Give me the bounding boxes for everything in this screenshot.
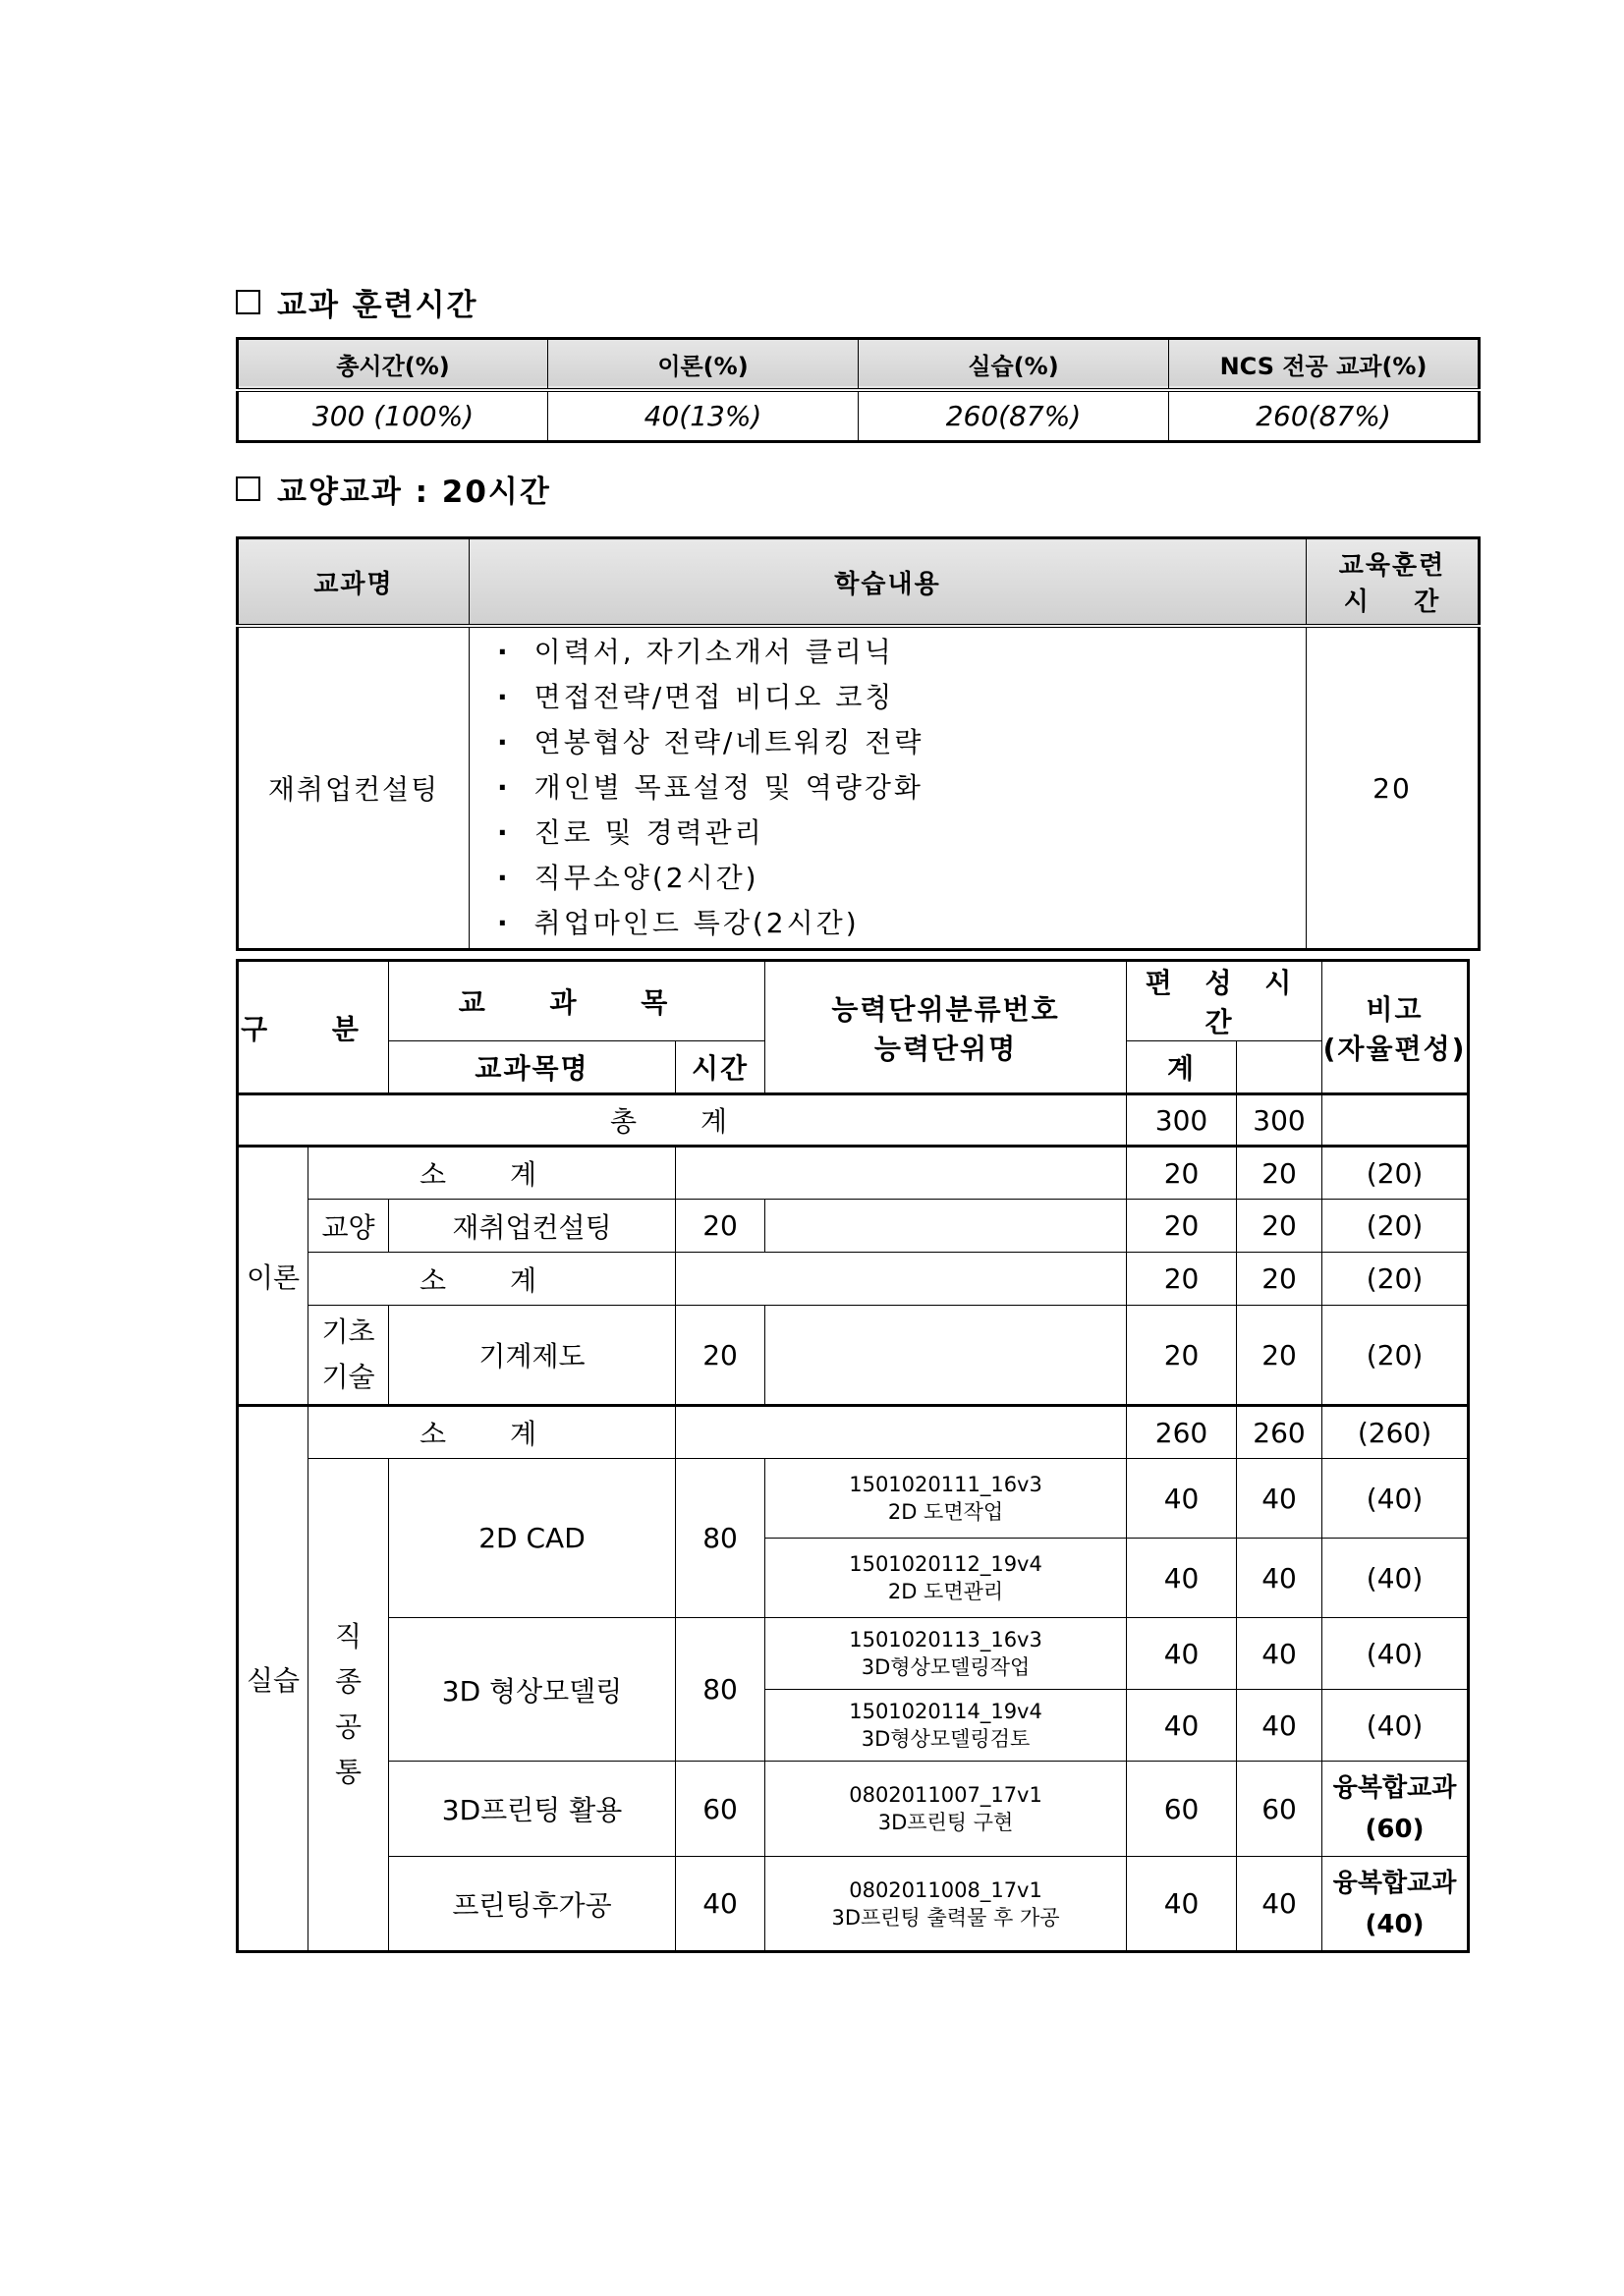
subject-hours: 20 — [676, 1306, 765, 1406]
header-hours-line2: 시 간 — [1343, 588, 1441, 617]
header-hours — [1307, 538, 1480, 627]
header-total: 총시간(%) — [238, 339, 548, 390]
value-ncs: 260(87%) — [1169, 390, 1480, 442]
row-value: 40 — [1237, 1539, 1322, 1618]
subject-hours: 20 — [676, 1200, 765, 1253]
table-row — [238, 390, 1480, 442]
unit-name: 2D 도면작업 — [887, 1500, 1004, 1524]
note-line1: 융복합교과 — [1332, 1868, 1457, 1898]
header-note-line2: (자율편성) — [1322, 1032, 1467, 1065]
grand-total-note — [1322, 1094, 1469, 1147]
section-title: 교양교과 : 20시간 — [277, 475, 551, 510]
unit-code: 0802011007_17v1 — [849, 1783, 1042, 1807]
unit-code: 0802011008_17v1 — [849, 1877, 1042, 1902]
list-item: · 연봉협상 전략/네트워킹 전략 — [497, 720, 1306, 765]
table-row — [238, 1618, 1469, 1690]
category-char: 직 — [334, 1620, 363, 1652]
header-division: 구 분 — [238, 961, 389, 1094]
unit-name: 3D프린팅 출력물 후 가공 — [831, 1905, 1060, 1930]
subject-name: 2D CAD — [389, 1459, 676, 1618]
subject-hours: 40 — [676, 1857, 765, 1952]
subtotal-note: (20) — [1322, 1147, 1469, 1200]
section-title: 교과 훈련시간 — [277, 288, 478, 323]
subject-name: 재취업컨설팅 — [389, 1200, 676, 1253]
header-note — [1322, 961, 1469, 1094]
subtotal-note: (260) — [1322, 1406, 1469, 1459]
category-char: 통 — [334, 1756, 363, 1788]
row-note — [1322, 1762, 1469, 1857]
table-row — [238, 1762, 1469, 1857]
row-total: 40 — [1127, 1690, 1237, 1762]
header-total: 계 — [1127, 1041, 1237, 1094]
row-note: (20) — [1322, 1306, 1469, 1406]
subject-hours: 80 — [676, 1459, 765, 1618]
unit-cell — [765, 1200, 1127, 1253]
subtotal-value: 20 — [1237, 1253, 1322, 1306]
subtotal-total: 20 — [1127, 1147, 1237, 1200]
header-unit-line1: 능력단위분류번호 — [831, 992, 1060, 1026]
section-heading-liberal-arts — [236, 467, 551, 511]
header-blank — [1237, 1041, 1322, 1094]
note-line2: (40) — [1365, 1909, 1425, 1939]
category-char: 종 — [334, 1665, 363, 1698]
list-item: · 이력서, 자기소개서 클리닉 — [497, 630, 1306, 675]
checkbox-icon — [236, 290, 260, 314]
grand-total-label: 총 계 — [238, 1094, 1127, 1147]
table-row — [238, 1253, 1469, 1306]
category-char: 공 — [334, 1710, 363, 1743]
unit-name: 2D 도면관리 — [887, 1580, 1004, 1603]
unit-code: 1501020112_19v4 — [849, 1552, 1042, 1576]
value-theory: 40(13%) — [548, 390, 859, 442]
list-item: · 개인별 목표설정 및 역량강화 — [497, 765, 1306, 811]
theory-label: 이론 — [238, 1147, 308, 1406]
table-row — [238, 1459, 1469, 1539]
content-list-cell — [470, 626, 1307, 950]
grand-total-row — [238, 1094, 1469, 1147]
row-total: 20 — [1127, 1306, 1237, 1406]
value-total: 300 (100%) — [238, 390, 548, 442]
unit-cell — [765, 1857, 1127, 1952]
table-row — [238, 626, 1480, 950]
subtotal-label: 소 계 — [308, 1147, 676, 1200]
header-schedule: 편 성 시 간 — [1127, 961, 1322, 1041]
subtotal-value: 20 — [1237, 1147, 1322, 1200]
blank-cell — [676, 1147, 1127, 1200]
training-hours-table — [236, 337, 1481, 443]
row-note: (40) — [1322, 1618, 1469, 1690]
subtotal-value: 260 — [1237, 1406, 1322, 1459]
header-practice: 실습(%) — [859, 339, 1169, 390]
header-unit — [765, 961, 1127, 1094]
row-total: 40 — [1127, 1539, 1237, 1618]
category-line2: 기술 — [321, 1361, 375, 1393]
row-total: 40 — [1127, 1857, 1237, 1952]
list-item: · 취업마인드 특강(2시간) — [497, 901, 1306, 946]
header-subject-name: 교과목명 — [389, 1041, 676, 1094]
header-course: 교과명 — [238, 538, 470, 627]
curriculum-table — [236, 959, 1470, 1953]
subject-name: 기계제도 — [389, 1306, 676, 1406]
subtotal-total: 260 — [1127, 1406, 1237, 1459]
unit-cell — [765, 1306, 1127, 1406]
row-note: (20) — [1322, 1200, 1469, 1253]
table-row — [238, 1147, 1469, 1200]
header-content: 학습내용 — [470, 538, 1307, 627]
unit-cell — [765, 1690, 1127, 1762]
blank-cell — [676, 1406, 1127, 1459]
list-item: · 진로 및 경력관리 — [497, 811, 1306, 856]
liberal-arts-table — [236, 536, 1481, 951]
row-value: 20 — [1237, 1200, 1322, 1253]
header-theory: 이론(%) — [548, 339, 859, 390]
course-hours: 20 — [1307, 626, 1480, 950]
unit-cell — [765, 1539, 1127, 1618]
checkbox-icon — [236, 476, 260, 501]
subject-name: 3D 형상모델링 — [389, 1618, 676, 1762]
row-value: 40 — [1237, 1690, 1322, 1762]
section-heading-training-hours — [236, 280, 477, 324]
unit-name: 3D형상모델링작업 — [861, 1655, 1031, 1679]
row-value: 20 — [1237, 1306, 1322, 1406]
table-row — [238, 1857, 1469, 1952]
unit-cell — [765, 1618, 1127, 1690]
table-header-row — [238, 961, 1469, 1041]
list-item: · 직무소양(2시간) — [497, 856, 1306, 901]
practice-label: 실습 — [238, 1406, 308, 1952]
header-ncs: NCS 전공 교과(%) — [1169, 339, 1480, 390]
table-row — [238, 1306, 1469, 1406]
unit-name: 3D프린팅 구현 — [877, 1811, 1014, 1834]
header-subject: 교 과 목 — [389, 961, 765, 1041]
course-name: 재취업컨설팅 — [238, 626, 470, 950]
header-hours-line1: 교육훈련 — [1338, 551, 1446, 581]
unit-cell — [765, 1762, 1127, 1857]
row-total: 60 — [1127, 1762, 1237, 1857]
grand-total-total: 300 — [1127, 1094, 1237, 1147]
subtotal-label: 소 계 — [308, 1253, 676, 1306]
row-total: 40 — [1127, 1618, 1237, 1690]
row-note: (40) — [1322, 1459, 1469, 1539]
unit-cell — [765, 1459, 1127, 1539]
header-note-line1: 비고 — [1366, 992, 1424, 1026]
row-value: 60 — [1237, 1762, 1322, 1857]
row-total: 20 — [1127, 1200, 1237, 1253]
row-value: 40 — [1237, 1459, 1322, 1539]
table-row — [238, 1406, 1469, 1459]
unit-code: 1501020113_16v3 — [849, 1628, 1042, 1652]
unit-name: 3D형상모델링검토 — [861, 1727, 1031, 1751]
category-line1: 기초 — [321, 1316, 375, 1348]
header-unit-line2: 능력단위명 — [873, 1032, 1018, 1065]
table-header-row — [238, 538, 1480, 627]
table-header-row — [238, 339, 1480, 390]
subject-hours: 80 — [676, 1618, 765, 1762]
subject-hours: 60 — [676, 1762, 765, 1857]
row-note: (40) — [1322, 1690, 1469, 1762]
header-subject-hours: 시간 — [676, 1041, 765, 1094]
subtotal-note: (20) — [1322, 1253, 1469, 1306]
note-line1: 융복합교과 — [1332, 1773, 1457, 1803]
subtotal-total: 20 — [1127, 1253, 1237, 1306]
row-value: 40 — [1237, 1857, 1322, 1952]
unit-code: 1501020114_19v4 — [849, 1700, 1042, 1723]
blank-cell — [676, 1253, 1127, 1306]
subject-name: 3D프린팅 활용 — [389, 1762, 676, 1857]
row-value: 40 — [1237, 1618, 1322, 1690]
list-item: · 면접전략/면접 비디오 코칭 — [497, 675, 1306, 720]
category-label — [308, 1306, 389, 1406]
content-list — [470, 630, 1306, 946]
grand-total-value: 300 — [1237, 1094, 1322, 1147]
subject-name: 프린팅후가공 — [389, 1857, 676, 1952]
category-label — [308, 1459, 389, 1952]
row-note — [1322, 1857, 1469, 1952]
table-row — [238, 1200, 1469, 1253]
row-total: 40 — [1127, 1459, 1237, 1539]
row-note: (40) — [1322, 1539, 1469, 1618]
category-label: 교양 — [308, 1200, 389, 1253]
note-line2: (60) — [1365, 1815, 1425, 1844]
unit-code: 1501020111_16v3 — [849, 1473, 1042, 1496]
subtotal-label: 소 계 — [308, 1406, 676, 1459]
value-practice: 260(87%) — [859, 390, 1169, 442]
